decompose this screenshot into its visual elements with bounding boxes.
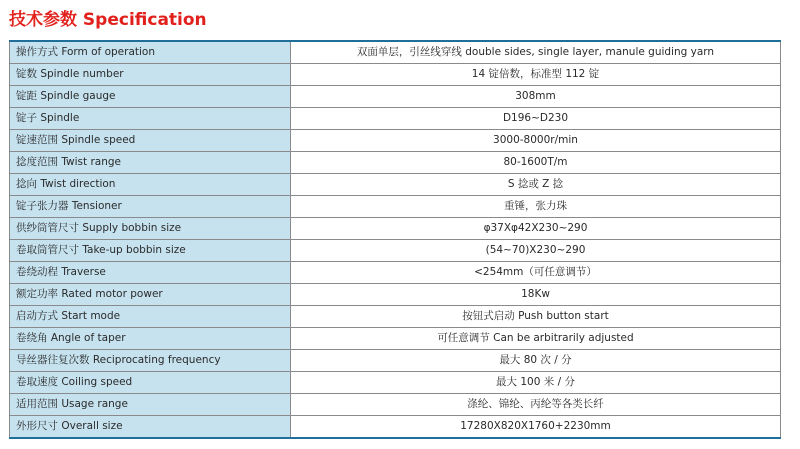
table-row — [10, 152, 781, 174]
row-value: 重锤，张力珠 — [291, 196, 781, 218]
row-value: 18Kw — [291, 284, 781, 306]
row-value: S 捻或 Z 捻 — [291, 174, 781, 196]
row-label: 锭子张力器 Tensioner — [10, 196, 291, 218]
row-label: 锭速范围 Spindle speed — [10, 130, 291, 152]
row-value: 可任意调节 Can be arbitrarily adjusted — [291, 328, 781, 350]
row-label: 捻度范围 Twist range — [10, 152, 291, 174]
row-value: 17280X820X1760+2230mm — [291, 416, 781, 439]
row-label: 锭距 Spindle gauge — [10, 86, 291, 108]
row-value: 最大 80 次 / 分 — [291, 350, 781, 372]
row-label: 卷绕动程 Traverse — [10, 262, 291, 284]
row-value: <254mm（可任意调节） — [291, 262, 781, 284]
row-value: 308mm — [291, 86, 781, 108]
specification-table — [9, 40, 781, 439]
table-row — [10, 350, 781, 372]
row-value: φ37Xφ42X230~290 — [291, 218, 781, 240]
table-row — [10, 86, 781, 108]
row-label: 锭子 Spindle — [10, 108, 291, 130]
row-label: 外形尺寸 Overall size — [10, 416, 291, 439]
table-row — [10, 240, 781, 262]
row-label: 操作方式 Form of operation — [10, 41, 291, 64]
page-title: 技术参数 Specification — [9, 10, 207, 30]
row-label: 卷绕角 Angle of taper — [10, 328, 291, 350]
table-row — [10, 372, 781, 394]
row-label: 卷取筒管尺寸 Take-up bobbin size — [10, 240, 291, 262]
row-value: 最大 100 米 / 分 — [291, 372, 781, 394]
table-row — [10, 262, 781, 284]
row-value: D196~D230 — [291, 108, 781, 130]
table-row — [10, 108, 781, 130]
table-row — [10, 394, 781, 416]
row-value: (54~70)X230~290 — [291, 240, 781, 262]
table-row — [10, 218, 781, 240]
table-row — [10, 284, 781, 306]
table-row — [10, 130, 781, 152]
table-row — [10, 196, 781, 218]
row-value: 双面单层，引丝线穿线 double sides, single layer, manule guiding yarn — [291, 41, 781, 64]
row-value: 按钮式启动 Push button start — [291, 306, 781, 328]
row-label: 启动方式 Start mode — [10, 306, 291, 328]
row-label: 捻向 Twist direction — [10, 174, 291, 196]
row-label: 卷取速度 Coiling speed — [10, 372, 291, 394]
table-row — [10, 41, 781, 64]
row-label: 供纱筒管尺寸 Supply bobbin size — [10, 218, 291, 240]
row-label: 锭数 Spindle number — [10, 64, 291, 86]
table-row — [10, 174, 781, 196]
row-value: 涤纶、锦纶、丙纶等各类长纤 — [291, 394, 781, 416]
table-row — [10, 416, 781, 439]
row-label: 额定功率 Rated motor power — [10, 284, 291, 306]
row-value: 3000-8000r/min — [291, 130, 781, 152]
row-label: 导丝器往复次数 Reciprocating frequency — [10, 350, 291, 372]
row-value: 14 锭倍数，标准型 112 锭 — [291, 64, 781, 86]
table-row — [10, 306, 781, 328]
table-row — [10, 328, 781, 350]
table-row — [10, 64, 781, 86]
row-value: 80-1600T/m — [291, 152, 781, 174]
row-label: 适用范围 Usage range — [10, 394, 291, 416]
